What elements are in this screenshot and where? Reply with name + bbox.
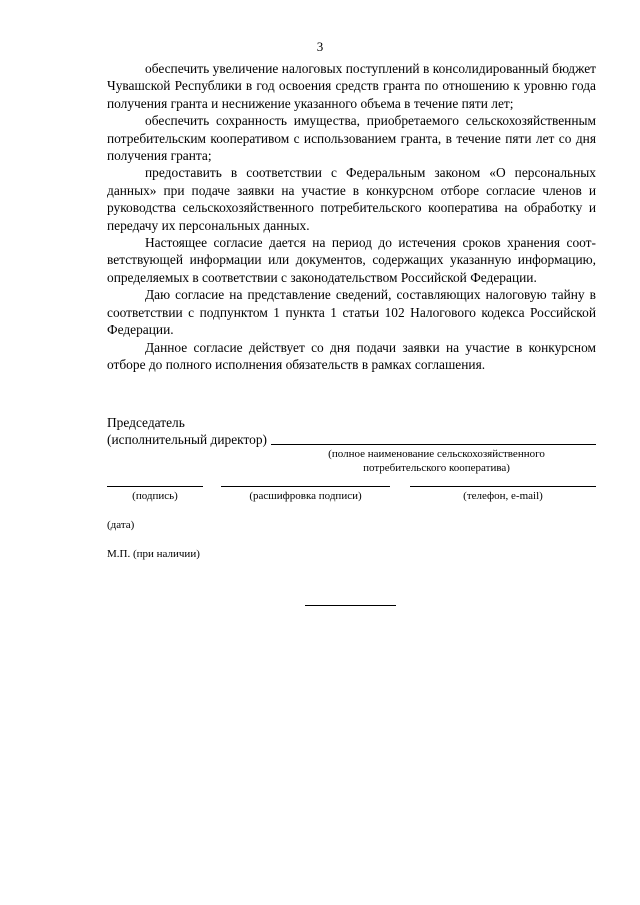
document-end-line	[305, 605, 396, 606]
paragraph-tax-secret-consent: Даю согласие на представление сведений, составляющих налоговую тайну в соответствии с подпунктом 1 пункта 1 статьи 102 Налогового кодекса Российской Федерации.	[107, 287, 596, 338]
signature-lines	[107, 486, 596, 487]
signature-decode-line	[221, 486, 390, 487]
paragraph-property-preservation: обеспечить сохранность имущества, приобретаемого сельскохозяйственным потребительским кооперативом с использованием гранта, в течение пяти лет со дня получения гранта;	[107, 113, 596, 164]
page-number: 3	[316, 39, 324, 54]
signatory-title-line2: (исполнительный директор)	[107, 432, 268, 448]
paragraph-tax-revenue: обеспечить увеличение налоговых поступлений в консолидированный бюджет Чувашской Республики в год освоения средств гранта по отношению к уровню года получения гранта и неснижение указанного объема в течение пяти лет;	[107, 61, 596, 111]
paragraph-personal-data-consent: предоставить в соответствии с Федеральным законом «О персональных данных» при подаче заявки на участие в конкурсном отборе согласие членов и руководства сельскохозяйственного потребительского кооператива на обработку и передачу их персональных данных.	[107, 165, 596, 233]
document-body	[107, 60, 596, 373]
coop-caption-line1: (полное наименование сельскохозяйственного	[328, 448, 545, 460]
contact-line	[410, 486, 596, 487]
signature-caption: (подпись)	[132, 490, 178, 502]
signature-line	[107, 486, 203, 487]
signatory-title-line1: Председатель	[107, 415, 185, 430]
paragraph-consent-validity: Данное согласие действует со дня подачи заявки на участие в конкурсном отборе до полного исполнения обязательств в рамках соглашения.	[107, 339, 596, 372]
paragraph-consent-period: Настоящее согласие дается на период до истечения сроков хранения соответствующей информации или документов, содержащих указанную информацию, определяемых в соответствии с законодательством Российской Федерации.	[107, 235, 596, 285]
contact-caption: (телефон, e-mail)	[463, 490, 543, 502]
coop-name-line	[271, 443, 596, 445]
coop-name-caption	[305, 447, 568, 475]
date-caption: (дата)	[107, 519, 135, 531]
signatory-title-block	[107, 414, 596, 449]
signature-decode-caption: (расшифровка подписи)	[249, 490, 362, 502]
stamp-caption: М.П. (при наличии)	[107, 548, 200, 560]
coop-caption-line2: потребительского кооператива)	[363, 462, 510, 474]
